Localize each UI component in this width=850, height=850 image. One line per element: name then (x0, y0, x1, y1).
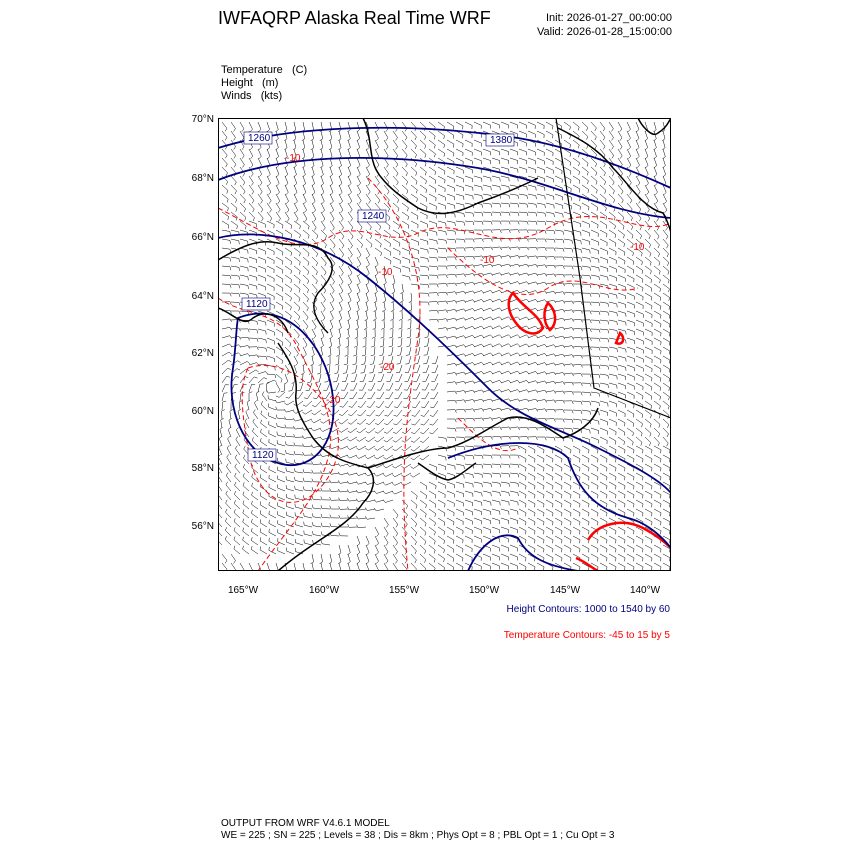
lon-label-165: 165°W (227, 585, 259, 596)
lat-label-58: 58°N (191, 463, 214, 474)
lon-label-160: 160°W (308, 585, 340, 596)
field-winds: Winds (kts) (221, 90, 283, 102)
field-legend (221, 64, 307, 103)
field-temperature: Temperature (C) (221, 64, 308, 76)
lat-label-68: 68°N (191, 173, 214, 184)
lat-label-66: 66°N (191, 232, 214, 243)
lat-label-62: 62°N (191, 348, 214, 359)
init-time: Init: 2026-01-27_00:00:00 (546, 12, 672, 24)
valid-time: Valid: 2026-01-28_15:00:00 (537, 26, 672, 38)
lon-label-150: 150°W (468, 585, 500, 596)
lat-label-64: 64°N (191, 291, 214, 302)
lon-label-145: 145°W (549, 585, 581, 596)
lon-label-155: 155°W (388, 585, 420, 596)
chart-title: IWFAQRP Alaska Real Time WRF (218, 8, 491, 28)
map-panel (218, 118, 671, 571)
lat-label-56: 56°N (191, 521, 214, 532)
field-height: Height (m) (221, 77, 279, 89)
lat-label-60: 60°N (191, 406, 214, 417)
lon-label-140: 140°W (629, 585, 661, 596)
lat-label-70: 70°N (191, 114, 214, 125)
